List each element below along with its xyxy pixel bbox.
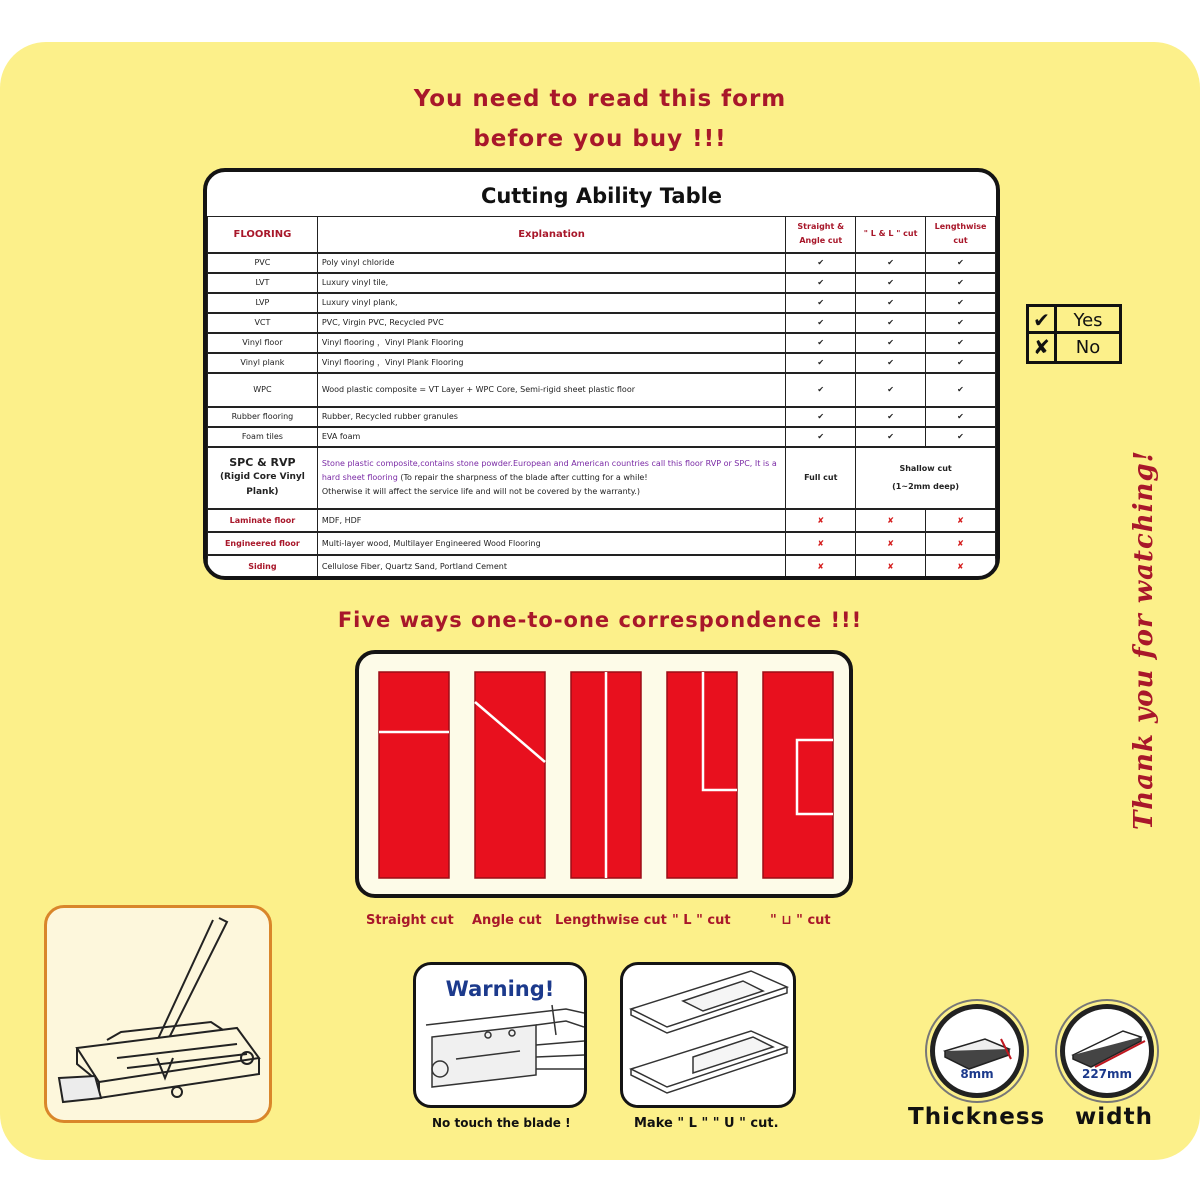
flooring-cell: VCT <box>208 313 318 333</box>
check-icon: ✔ <box>786 293 856 313</box>
warning-title: Warning! <box>445 977 555 1001</box>
cross-icon: ✘ <box>786 509 856 532</box>
legend-yes-label: Yes <box>1073 310 1103 331</box>
explain-cell: Vinyl flooring ，Vinyl Plank Flooring <box>317 333 785 353</box>
flooring-cell: Laminate floor <box>208 509 318 532</box>
blade-warning-icon <box>416 965 584 1105</box>
check-icon: ✔ <box>926 293 996 313</box>
table-row <box>208 509 996 532</box>
no-rows <box>208 509 996 578</box>
spc-name-sub: (Rigid Core Vinyl Plank) <box>219 472 305 497</box>
header-lshape: " L & L " cut <box>856 217 926 253</box>
explain-cell: Luxury vinyl plank, <box>317 293 785 313</box>
explain-cell: MDF, HDF <box>317 509 785 532</box>
check-icon: ✔ <box>926 353 996 373</box>
table-title: Cutting Ability Table <box>480 184 723 208</box>
header-straight: Straight & Angle cut <box>786 217 856 253</box>
cross-icon: ✘ <box>856 555 926 578</box>
spc-explain-2: (To repair the sharpness of the blade after cutting for a while! <box>400 472 648 482</box>
label-l-cut: " L " cut <box>672 913 731 928</box>
spc-shallow-depth: (1~2mm deep) <box>892 481 960 491</box>
explain-cell: Vinyl flooring ，Vinyl Plank Flooring <box>317 353 785 373</box>
spc-explain-cell <box>317 447 785 509</box>
warning-box <box>413 962 587 1108</box>
check-icon: ✔ <box>856 253 926 273</box>
table-row <box>208 313 996 333</box>
cut-types-illustration <box>359 654 849 894</box>
check-icon: ✔ <box>856 353 926 373</box>
table-row <box>208 253 996 273</box>
table-row <box>208 427 996 447</box>
table-row <box>208 273 996 293</box>
cross-icon: ✘ <box>786 532 856 555</box>
header-explanation: Explanation <box>317 217 785 253</box>
check-icon: ✔ <box>856 373 926 407</box>
flooring-cell: WPC <box>208 373 318 407</box>
spc-explain-3: Otherwise it will affect the service life and will not be covered by the warranty.) <box>321 486 641 496</box>
explain-cell: Multi-layer wood, Multilayer Engineered Wood Flooring <box>317 532 785 555</box>
check-icon: ✔ <box>926 333 996 353</box>
table-header-row <box>208 217 996 253</box>
lu-cut-box <box>620 962 796 1108</box>
cross-icon: ✘ <box>856 509 926 532</box>
label-straight-cut: Straight cut <box>366 913 454 928</box>
cutting-ability-table <box>203 168 1000 580</box>
explain-cell: Wood plastic composite = VT Layer + WPC Core, Semi-rigid sheet plastic floor <box>317 373 785 407</box>
flooring-cell: Rubber flooring <box>208 407 318 427</box>
width-circle <box>1060 1004 1154 1098</box>
table-row <box>208 555 996 578</box>
cutter-machine-image <box>44 905 272 1123</box>
cross-icon: ✘ <box>926 555 996 578</box>
check-icon: ✔ <box>856 407 926 427</box>
header-lengthwise: Lengthwise cut <box>926 217 996 253</box>
explain-cell: Poly vinyl chloride <box>317 253 785 273</box>
check-icon: ✔ <box>926 427 996 447</box>
check-icon: ✔ <box>786 333 856 353</box>
straight-cut-shape <box>379 672 449 878</box>
explain-cell: Rubber, Recycled rubber granules <box>317 407 785 427</box>
label-angle-cut: Angle cut <box>472 913 542 928</box>
check-icon: ✔ <box>786 253 856 273</box>
check-icon: ✔ <box>926 253 996 273</box>
header-flooring: FLOORING <box>208 217 318 253</box>
width-value: 227mm <box>1081 1067 1133 1081</box>
label-lengthwise-cut: Lengthwise cut <box>555 913 667 928</box>
check-icon: ✔ <box>926 273 996 293</box>
lu-caption: Make " L " " U " cut. <box>634 1116 779 1131</box>
cross-icon: ✘ <box>926 532 996 555</box>
explain-cell: Luxury vinyl tile, <box>317 273 785 293</box>
table-row <box>208 407 996 427</box>
thickness-circle <box>930 1004 1024 1098</box>
warning-caption: No touch the blade ! <box>432 1116 571 1130</box>
ability-table <box>207 216 996 579</box>
cutter-icon <box>47 908 269 1120</box>
check-icon: ✔ <box>786 313 856 333</box>
check-icon: ✔ <box>786 273 856 293</box>
legend-no-label: No <box>1075 337 1101 358</box>
flooring-cell: Foam tiles <box>208 427 318 447</box>
cross-icon: ✘ <box>786 555 856 578</box>
explain-cell: PVC, Virgin PVC, Recycled PVC <box>317 313 785 333</box>
thank-you-text: Thank you for watching! <box>1129 449 1159 831</box>
spc-shallow-cell <box>856 447 996 509</box>
check-icon: ✔ <box>856 293 926 313</box>
table-row <box>208 353 996 373</box>
check-icon: ✔ <box>856 333 926 353</box>
flooring-cell: Vinyl plank <box>208 353 318 373</box>
flooring-cell: Vinyl floor <box>208 333 318 353</box>
check-icon: ✔ <box>926 373 996 407</box>
spc-shallow-cut: Shallow cut <box>899 463 952 473</box>
check-icon: ✔ <box>1029 307 1057 331</box>
spc-explain-1: Stone plastic composite,contains stone powder.European and American countries call this floor RVP or SPC, It is a hard sheet flooring <box>321 458 777 482</box>
angle-cut-shape <box>475 672 545 878</box>
lu-cut-icon <box>623 965 793 1105</box>
cross-icon: ✘ <box>856 532 926 555</box>
check-icon: ✔ <box>786 353 856 373</box>
width-label: width <box>1075 1104 1153 1130</box>
thickness-label: Thickness <box>908 1104 1046 1130</box>
cut-types-panel <box>355 650 853 898</box>
spc-name: SPC & RVP <box>229 456 296 469</box>
table-row <box>208 373 996 407</box>
flooring-cell: PVC <box>208 253 318 273</box>
check-icon: ✔ <box>786 373 856 407</box>
check-icon: ✔ <box>926 407 996 427</box>
check-icon: ✔ <box>786 407 856 427</box>
headline-line-1: You need to read this form <box>413 86 787 112</box>
yes-rows <box>208 253 996 447</box>
spc-name-cell <box>208 447 318 509</box>
headline-line-2: before you buy !!! <box>473 126 727 152</box>
flooring-cell: Siding <box>208 555 318 578</box>
flooring-cell: Engineered floor <box>208 532 318 555</box>
five-ways-heading: Five ways one-to-one correspondence !!! <box>337 608 863 632</box>
table-row <box>208 532 996 555</box>
legend-yes <box>1029 307 1119 334</box>
flooring-cell: LVT <box>208 273 318 293</box>
check-icon: ✔ <box>856 273 926 293</box>
check-icon: ✔ <box>786 427 856 447</box>
explain-cell: EVA foam <box>317 427 785 447</box>
table-row <box>208 293 996 313</box>
check-icon: ✔ <box>856 427 926 447</box>
check-icon: ✔ <box>926 313 996 333</box>
thickness-value: 8mm <box>960 1067 994 1081</box>
cross-icon: ✘ <box>1029 334 1057 361</box>
cross-icon: ✘ <box>926 509 996 532</box>
table-row <box>208 333 996 353</box>
legend-box <box>1026 304 1122 364</box>
check-icon: ✔ <box>856 313 926 333</box>
label-u-cut: " ⊔ " cut <box>770 913 831 928</box>
table-row-spc <box>208 447 996 509</box>
flooring-cell: LVP <box>208 293 318 313</box>
legend-no <box>1029 334 1119 361</box>
explain-cell: Cellulose Fiber, Quartz Sand, Portland Cement <box>317 555 785 578</box>
spc-full-cut: Full cut <box>786 447 856 509</box>
